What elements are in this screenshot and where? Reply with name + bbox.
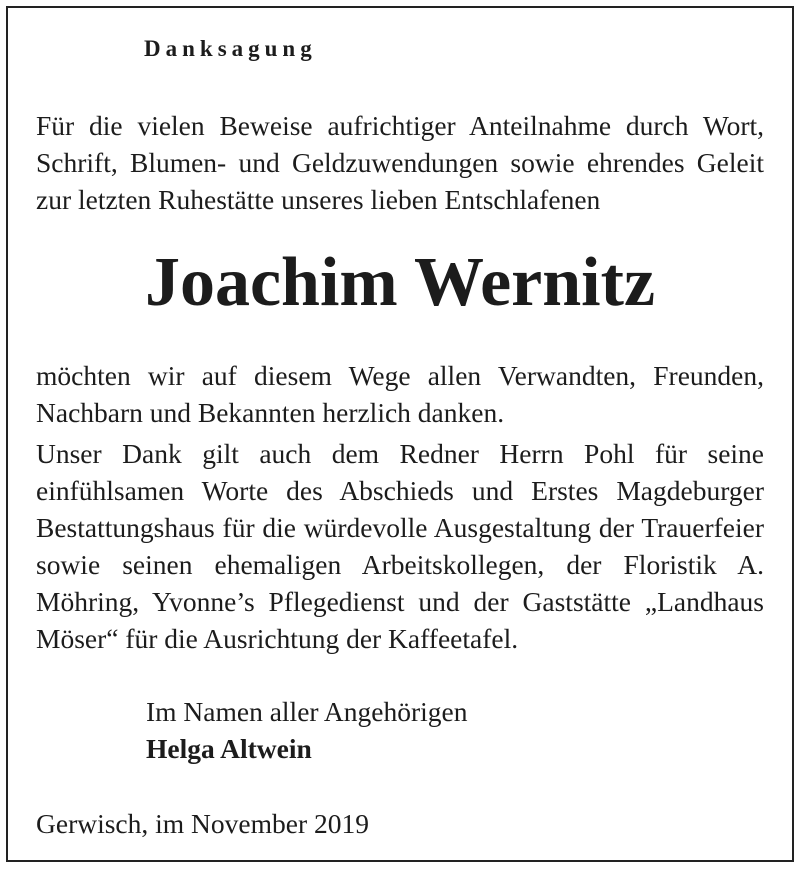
notice-frame [6,6,794,862]
place-date: Gerwisch, im November 2019 [36,808,369,839]
signature-intro: Im Namen aller Angehörigen [146,696,468,727]
intro-paragraph: Für die vielen Beweise aufrichtiger Anteilnahme durch Wort, Schrift, Blumen- und Geldzuwendungen sowie ehrendes Geleit zur letzten Ruhestätte unseres lieben Entschlafenen [36,110,764,215]
thanks-paragraph: möchten wir auf diesem Wege allen Verwandten, Freunden, Nachbarn und Bekannten herzlich danken. [36,360,764,428]
signature-name: Helga Altwein [146,733,312,764]
deceased-name: Joachim Wernitz [144,244,656,321]
further-thanks-paragraph: Unser Dank gilt auch dem Redner Herrn Pohl für seine einfühlsamen Worte des Abschieds und Erstes Magdeburger Bestattungshaus für die würdevolle Ausgestaltung der Trauerfeier sowie seinen ehemaligen Arbeitskollegen, der Floristik A. Möhring, Yvonne’s Pflegedienst und der Gaststätte „Landhaus Möser“ für die Ausrichtung der Kaffeetafel. [36,438,764,654]
notice-heading: Danksagung [144,36,317,61]
